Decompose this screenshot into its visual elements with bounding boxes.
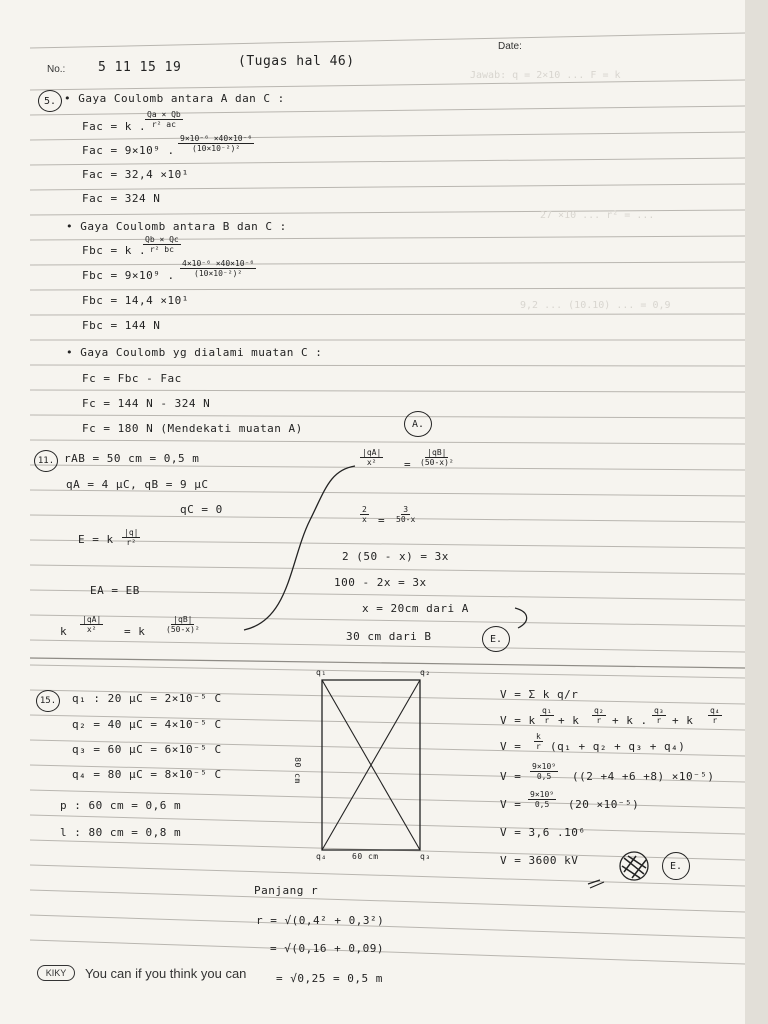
fraction-numerator: |qA| [82, 615, 102, 624]
fraction-numerator: 2 [362, 505, 367, 514]
q11-answer-circle: E. [482, 626, 510, 652]
q5-fac-sub-lhs: Fac = 9×10⁹ . [82, 144, 175, 157]
q11-charges: qA = 4 μC, qB = 9 μC [66, 478, 209, 491]
q15-answer-circle: E. [662, 852, 690, 880]
q15-diagram-width: 60 cm [352, 852, 379, 861]
fraction-denominator: r² bc [149, 245, 174, 254]
q11-line-a: 2 (50 - x) = 3x [342, 550, 449, 563]
q15-r-line-1: r = √(0,4² + 0,3²) [256, 914, 385, 927]
fraction-denominator: (10×10⁻²)² [192, 144, 241, 153]
fraction-denominator: (50-x)² [166, 625, 200, 634]
q15-v-line-4-rest: ((2 +4 +6 +8) ×10⁻⁵) [572, 770, 715, 783]
q15-diagram-q4: q₄ [316, 852, 327, 861]
q15-r-line-3: = √0,25 = 0,5 m [276, 972, 383, 985]
q5-heading-bc: • Gaya Coulomb antara B dan C : [66, 220, 287, 233]
footer-slogan: You can if you think you can [85, 966, 247, 981]
q11-qc: qC = 0 [180, 503, 223, 516]
q15-v-line-5-lhs: V = [500, 798, 522, 811]
fraction-numerator: 4×10⁻⁶ ×40×10⁻⁶ [182, 259, 255, 268]
assignment-title: (Tugas hal 46) [238, 54, 355, 69]
fraction-denominator: 0,5 [534, 800, 550, 809]
fraction-numerator: |qB| [427, 448, 447, 457]
fraction-numerator: q₃ [654, 706, 664, 715]
q5-fac-value-1: Fac = 32,4 ×10¹ [82, 168, 189, 181]
fraction-denominator: (10×10⁻²)² [194, 269, 243, 278]
q11-ea-eb: EA = EB [90, 584, 140, 597]
q15-p: p : 60 cm = 0,6 m [60, 799, 182, 812]
q5-heading-ac: • Gaya Coulomb antara A dan C : [64, 92, 285, 105]
q5-heading-c: • Gaya Coulomb yg dialami muatan C : [66, 346, 323, 359]
bleed-through-text: 27 ×10 ... r² = ... [540, 210, 655, 221]
q5-fac-value-2: Fac = 324 N [82, 192, 161, 205]
q15-l: l : 80 cm = 0,8 m [60, 826, 182, 839]
q15-q2: q₂ = 40 μC = 4×10⁻⁵ C [72, 718, 222, 731]
fraction-numerator: k [536, 732, 541, 741]
bleed-through-text: Jawab: q = 2×10 ... F = k [470, 70, 621, 81]
q15-panjang-r: Panjang r [254, 884, 319, 897]
fraction-denominator: x [362, 515, 367, 524]
q15-q4: q₄ = 80 μC = 8×10⁻⁵ C [72, 768, 222, 781]
fraction-denominator: 50-x [396, 515, 416, 524]
q11-ratio-equals: = [404, 458, 412, 471]
q5-fc-line-3: Fc = 180 N (Mendekati muatan A) [82, 422, 303, 435]
q15-v-line-4-lhs: V = [500, 770, 522, 783]
q15-v-line-2-plus-3: + k [672, 714, 694, 727]
fraction-numerator: Qb × Qc [145, 235, 179, 244]
q15-v-line-2-lhs: V = k [500, 714, 536, 727]
problem-numbers: 5 11 15 19 [98, 60, 182, 75]
fraction-numerator: 3 [403, 505, 409, 514]
q15-r-line-2: = √(0,16 + 0,09) [270, 942, 384, 955]
q11-line-d: 30 cm dari B [346, 630, 432, 643]
q15-v-line-1: V = Σ k q/r [500, 688, 579, 701]
q15-q1: q₁ : 20 μC = 2×10⁻⁵ C [72, 692, 222, 705]
q15-v-line-2-plus-1: + k [558, 714, 580, 727]
fraction-numerator: q₁ [542, 706, 552, 715]
fraction-numerator: |qA| [362, 448, 382, 457]
fraction-denominator: r [536, 742, 541, 751]
q15-diagram-q3: q₃ [420, 852, 431, 861]
q11-e-lhs: E = k [78, 533, 114, 546]
date-label: Date: [498, 41, 522, 52]
q11-line-b: 100 - 2x = 3x [334, 576, 427, 589]
problem-number-11: 11. [34, 450, 58, 472]
q15-q3: q₃ = 60 μC = 6×10⁻⁵ C [72, 743, 222, 756]
q11-line-c: x = 20cm dari A [362, 602, 469, 615]
q15-diagram-q1: q₁ [316, 668, 327, 677]
q15-diagram-q2: q₂ [420, 668, 431, 677]
fraction-denominator: x² [86, 625, 97, 634]
fraction-numerator: |qB| [173, 615, 193, 624]
brand-logo: KIKY [37, 965, 75, 981]
fraction-numerator: q₄ [710, 706, 720, 715]
fraction-denominator: r [596, 716, 602, 725]
q15-v-line-6: V = 3,6 .10⁶ [500, 826, 586, 839]
problem-number-15: 15. [36, 690, 60, 712]
q11-rab: rAB = 50 cm = 0,5 m [64, 452, 200, 465]
q5-fac-formula-lhs: Fac = k . [82, 120, 147, 133]
q5-fbc-value-2: Fbc = 144 N [82, 319, 161, 332]
fraction-denominator: r [656, 716, 662, 725]
no-label: No.: [47, 64, 66, 75]
fraction-numerator: Qa × Qb [147, 110, 181, 119]
q11-eq-equals: = k [124, 625, 146, 638]
fraction-numerator: 9×10⁹ [530, 790, 555, 799]
q15-diagram-height: 80 cm [292, 757, 302, 784]
q5-fbc-sub-lhs: Fbc = 9×10⁹ . [82, 269, 175, 282]
fraction-denominator: r [712, 716, 718, 725]
fraction-numerator: |q| [124, 528, 139, 537]
problem-number-5: 5. [38, 90, 62, 112]
fraction-denominator: r [544, 716, 550, 725]
q15-v-line-7: V = 3600 kV [500, 854, 579, 867]
q5-fbc-formula-lhs: Fbc = k . [82, 244, 147, 257]
fraction-denominator: r² [126, 538, 137, 547]
fraction-denominator: r² ac [151, 120, 176, 129]
bleed-through-text: 9,2 ... (10.10) ... = 0,9 [520, 300, 671, 311]
fraction-denominator: 0,5 [536, 772, 552, 781]
q5-fbc-value-1: Fbc = 14,4 ×10¹ [82, 294, 189, 307]
fraction-denominator: x² [366, 458, 377, 467]
q11-eq-k: k [60, 625, 68, 638]
q15-v-line-2-plus-2: + k . [612, 714, 648, 727]
fraction-numerator: 9×10⁹ [532, 762, 557, 771]
fraction-denominator: (50-x)² [420, 458, 454, 467]
q15-v-line-3-lhs: V = [500, 740, 522, 753]
q15-v-line-5-rest: (20 ×10⁻⁵) [568, 798, 640, 811]
q5-fc-line-2: Fc = 144 N - 324 N [82, 397, 211, 410]
fraction-numerator: 9×10⁻⁶ ×40×10⁻⁶ [180, 134, 253, 143]
q5-answer-circle: A. [404, 411, 432, 437]
q5-fc-line-1: Fc = Fbc - Fac [82, 372, 182, 385]
q11-simplified-equals: = [378, 514, 386, 527]
fraction-numerator: q₂ [594, 706, 604, 715]
q15-v-line-3-rest: (q₁ + q₂ + q₃ + q₄) [550, 740, 686, 753]
